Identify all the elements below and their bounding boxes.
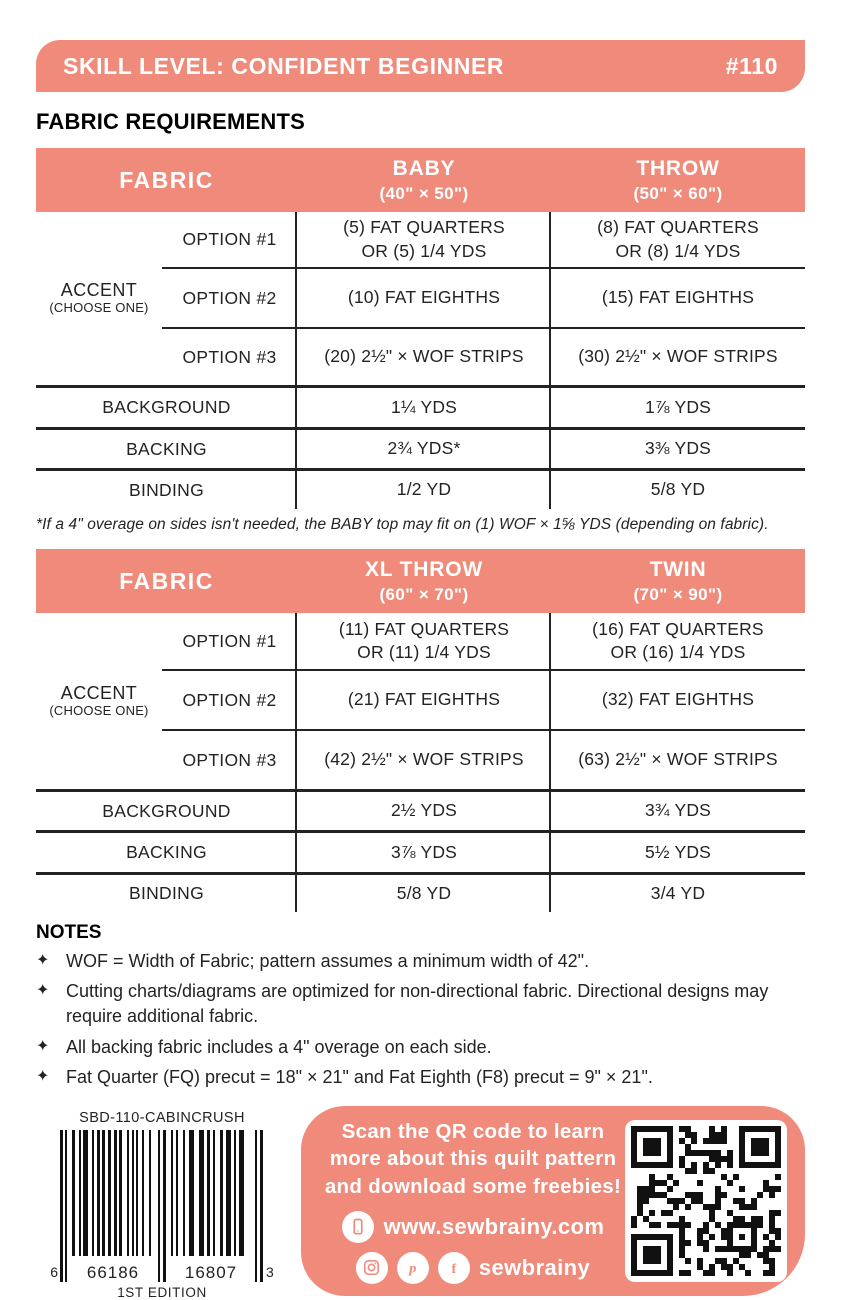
qr-code [625,1120,787,1282]
table-cell: (5) FAT QUARTERS OR (5) 1/4 YDS [343,217,505,261]
barcode-digit: 3 [266,1263,274,1280]
table-cell: (63) 2½" × WOF STRIPS [578,749,778,770]
column-header-fabric: FABRIC [119,567,214,594]
table-row-binding: BINDING 5/8 YD 3/4 YD [36,875,805,912]
column-divider [295,212,297,509]
table-cell: 2½ YDS [390,800,458,821]
fabric-table-baby-throw [36,148,805,509]
page-title: FABRIC REQUIREMENTS [36,109,306,134]
table-row-background: BACKGROUND 2½ YDS 3¾ YDS [36,792,805,830]
promo-text-block: Scan the QR code to learn more about this quilt pattern and download some freebies! www.sewbrainy.com p f sewbrainy [321,1118,625,1284]
table-cell: (30) 2½" × WOF STRIPS [578,346,778,367]
table-body [36,613,805,912]
list-item: ✦ Cutting charts/diagrams are optimized for non-directional fabric. Directional designs may require additional fabric. [36,979,805,1029]
table-cell: 3⅜ YDS [644,438,712,459]
table-row-option-1: OPTION #1 (5) FAT QUARTERS OR (5) 1/4 YDS (8) FAT QUARTERS OR (8) 1/4 YDS [36,212,805,267]
table-header [36,148,805,212]
barcode-image [60,1130,264,1282]
table-cell: (20) 2½" × WOF STRIPS [324,346,524,367]
table-cell: (11) FAT QUARTERS OR (11) 1/4 YDS [338,618,510,662]
star-bullet-icon: ✦ [36,982,50,1000]
promo-box [301,1106,805,1296]
fabric-table-xlthrow-twin [36,549,805,912]
table-row-option-2: OPTION #2 (21) FAT EIGHTHS (32) FAT EIGHTHS [36,671,805,729]
table-cell: 3⅞ YDS [390,841,458,862]
barcode-digit: 6 [50,1263,58,1280]
table-cell: 2¾ YDS* [387,438,461,459]
footer-area [36,1106,805,1300]
svg-text:f: f [451,1260,457,1277]
star-bullet-icon: ✦ [36,1067,50,1085]
social-row [321,1252,625,1284]
accent-row-group-label: ACCENT (CHOOSE ONE) [49,682,149,718]
barcode-digit-group: 16807 [182,1263,240,1283]
column-header-twin: TWIN (70" × 90") [633,558,723,604]
table-row-option-1: OPTION #1 (11) FAT QUARTERS OR (11) 1/4 YDS (16) FAT QUARTERS OR (16) 1/4 YDS [36,613,805,669]
pattern-number: #110 [725,52,778,79]
table-cell: (16) FAT QUARTERS OR (16) 1/4 YDS [592,618,764,662]
social-handle: sewbrainy [478,1254,591,1280]
table-row-option-3: OPTION #3 (20) 2½" × WOF STRIPS (30) 2½" × WOF STRIPS [36,329,805,385]
table-body [36,212,805,509]
qr-code-image [631,1126,781,1276]
backing-footnote: *If a 4" overage on sides isn't needed, the BABY top may fit on (1) WOF × 1⅝ YDS (depending on fabric). [36,516,769,533]
star-bullet-icon: ✦ [36,952,50,969]
table-cell: 1¼ YDS [390,396,458,417]
table-row-option-3: OPTION #3 (42) 2½" × WOF STRIPS (63) 2½" × WOF STRIPS [36,731,805,789]
table-cell: 3/4 YD [650,882,706,903]
notes-title: NOTES [36,922,102,943]
table-header [36,549,805,613]
table-row-backing: BACKING 3⅞ YDS 5½ YDS [36,833,805,872]
accent-row-group-label: ACCENT (CHOOSE ONE) [49,280,149,316]
table-cell: (15) FAT EIGHTHS [601,287,755,308]
table-cell: 5/8 YD [650,479,706,500]
pinterest-icon [397,1252,429,1284]
list-item: ✦ All backing fabric includes a 4" overage on each side. [36,1035,805,1060]
sku-label: SBD-110-CABINCRUSH [79,1109,245,1126]
table-cell: 1⅞ YDS [644,396,712,417]
svg-text:p: p [409,1260,417,1277]
instagram-icon [356,1252,388,1284]
list-item: ✦ WOF = Width of Fabric; pattern assumes a minimum width of 42". [36,949,805,974]
table-cell: (10) FAT EIGHTHS [347,287,501,308]
table-row-background: BACKGROUND 1¼ YDS 1⅞ YDS [36,388,805,427]
table-cell: 1/2 YD [396,479,452,500]
website-row [321,1211,625,1243]
list-item: ✦ Fat Quarter (FQ) precut = 18" × 21" and Fat Eighth (F8) precut = 9" × 21". [36,1065,805,1090]
skill-level-text: SKILL LEVEL: CONFIDENT BEGINNER [63,52,505,79]
column-header-xl-throw: XL THROW (60" × 70") [364,558,483,604]
table-cell: (32) FAT EIGHTHS [601,689,755,710]
star-bullet-icon: ✦ [36,1037,50,1055]
facebook-icon [438,1252,470,1284]
column-header-fabric: FABRIC [119,166,214,193]
table-row-backing: BACKING 2¾ YDS* 3⅜ YDS [36,430,805,468]
column-header-baby: BABY (40" × 50") [379,157,469,203]
table-cell: (8) FAT QUARTERS OR (8) 1/4 YDS [597,217,759,261]
table-cell: 3¾ YDS [644,800,712,821]
column-divider [295,613,297,912]
phone-icon [342,1211,374,1243]
skill-level-banner [36,40,805,92]
column-divider [549,212,551,509]
notes-section [36,922,805,1090]
table-cell: (42) 2½" × WOF STRIPS [324,749,524,770]
column-divider [549,613,551,912]
barcode-block [36,1106,288,1300]
table-cell: 5/8 YD [396,882,452,903]
column-header-throw: THROW (50" × 60") [633,157,723,203]
edition-label: 1ST EDITION [117,1284,207,1300]
table-row-binding: BINDING 1/2 YD 5/8 YD [36,471,805,509]
barcode-digit-group: 66186 [84,1263,142,1283]
table-row-option-2: OPTION #2 (10) FAT EIGHTHS (15) FAT EIGHTHS [36,269,805,327]
barcode-bars [60,1130,264,1282]
website-url: www.sewbrainy.com [383,1213,605,1239]
table-cell: (21) FAT EIGHTHS [347,689,501,710]
table-cell: 5½ YDS [644,841,712,862]
